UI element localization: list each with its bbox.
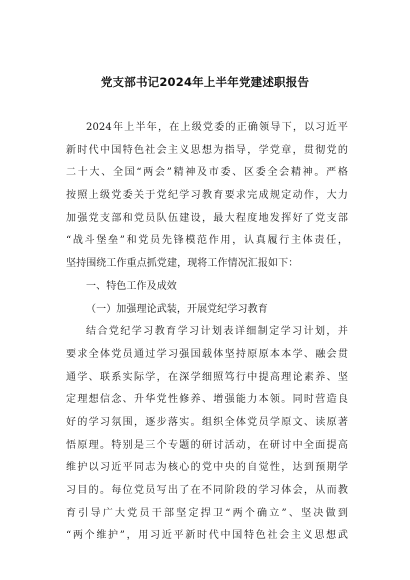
paragraph-line: 加强党支部和党员队伍建设，最大程度地发挥好了党支部 bbox=[66, 212, 348, 224]
paragraph-line: 育引导广大党员干部坚定捍卫“两个确立”、坚决做到 bbox=[66, 507, 348, 519]
paragraph-line: 2024年上半年，在上级党委的正确领导下，以习近平 bbox=[86, 122, 348, 133]
paragraph-line: 习目的。每位党员写出了在不同阶段的学习体会，从而教 bbox=[66, 485, 348, 496]
document-title: 党支部书记2024年上半年党建述职报告 bbox=[100, 75, 310, 89]
paragraph-line: 新时代中国特色社会主义思想为指导，学党章，贯彻党的 bbox=[66, 144, 348, 156]
paragraph-line: 好的学习氛围，逐步落实。组织全体党员学原文、读原著 bbox=[66, 416, 348, 428]
paragraph-line: 通学、联系实际学，在深学细照笃行中提高理论素养、坚 bbox=[66, 371, 348, 383]
paragraph-line: 定理想信念、升华党性修养、增强能力本领。同时营造良 bbox=[66, 394, 348, 406]
paragraph-line: 要求全体党员通过学习强国载体坚持原原本本学、融会贯 bbox=[66, 348, 348, 360]
subsection-heading: （一）加强理论武装，开展党纪学习教育 bbox=[86, 303, 268, 315]
paragraph-line: “两个维护”，用习近平新时代中国特色社会主义思想武 bbox=[66, 530, 348, 542]
document-body bbox=[66, 117, 348, 548]
paragraph-line: 坚持围绕工作重点抓党建，现将工作情况汇报如下： bbox=[66, 258, 299, 270]
paragraph-line: 按照上级党委关于党纪学习教育要求完成规定动作，大力 bbox=[66, 190, 348, 202]
paragraph-line: 维护以习近平同志为核心的党中央的自觉性，达到预期学 bbox=[66, 462, 348, 474]
paragraph-line: 结合党纪学习教育学习计划表详细制定学习计划，并 bbox=[86, 326, 348, 338]
paragraph-line: 悟原理。特别是三个专题的研讨活动，在研讨中全面提高 bbox=[66, 439, 348, 451]
paragraph-line: “战斗堡垒”和党员先锋模范作用，认真履行主体责任， bbox=[66, 235, 348, 247]
section-heading: 一、特色工作及成效 bbox=[86, 280, 177, 292]
paragraph-line: 二十大、全国“两会”精神及市委、区委全会精神。严格 bbox=[66, 167, 348, 179]
